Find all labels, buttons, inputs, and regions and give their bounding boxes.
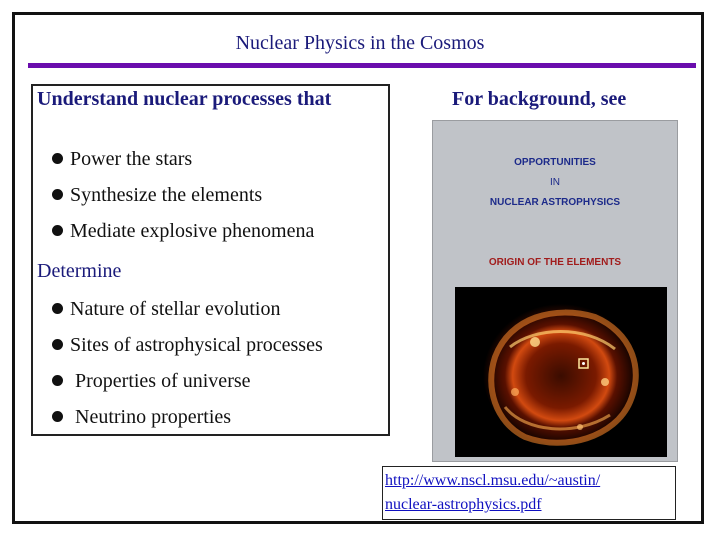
bullet-icon	[52, 153, 63, 164]
bullet-icon	[52, 225, 63, 236]
bullet-icon	[52, 189, 63, 200]
bullet-item: Synthesize the elements	[52, 184, 262, 207]
bullet-icon	[52, 411, 63, 422]
bullet-item: Power the stars	[52, 148, 192, 171]
objectives-heading: Understand nuclear processes that	[37, 88, 332, 110]
bullet-icon	[52, 375, 63, 386]
supernova-remnant-image	[455, 287, 667, 457]
background-heading: For background, see	[452, 88, 627, 110]
cover-title-line1: OPPORTUNITIES	[514, 157, 596, 168]
bullet-item: Neutrino properties	[52, 406, 231, 429]
cover-title-line2: IN	[550, 177, 560, 188]
cover-subtitle: ORIGIN OF THE ELEMENTS	[488, 257, 622, 268]
bullet-item: Nature of stellar evolution	[52, 298, 281, 321]
bullet-icon	[52, 303, 63, 314]
determine-heading: Determine	[37, 260, 122, 282]
reference-link-line1[interactable]: http://www.nscl.msu.edu/~austin/	[385, 472, 601, 489]
bullet-icon	[52, 339, 63, 350]
title-divider	[28, 63, 696, 68]
cover-title-line3: NUCLEAR ASTROPHYSICS	[489, 197, 621, 208]
bullet-item: Properties of universe	[52, 370, 251, 393]
bullet-item: Sites of astrophysical processes	[52, 334, 323, 357]
slide-title: Nuclear Physics in the Cosmos	[235, 32, 485, 54]
report-cover-image[interactable]	[432, 120, 678, 462]
reference-link-line2[interactable]: nuclear-astrophysics.pdf	[385, 496, 542, 513]
bullet-item: Mediate explosive phenomena	[52, 220, 314, 243]
